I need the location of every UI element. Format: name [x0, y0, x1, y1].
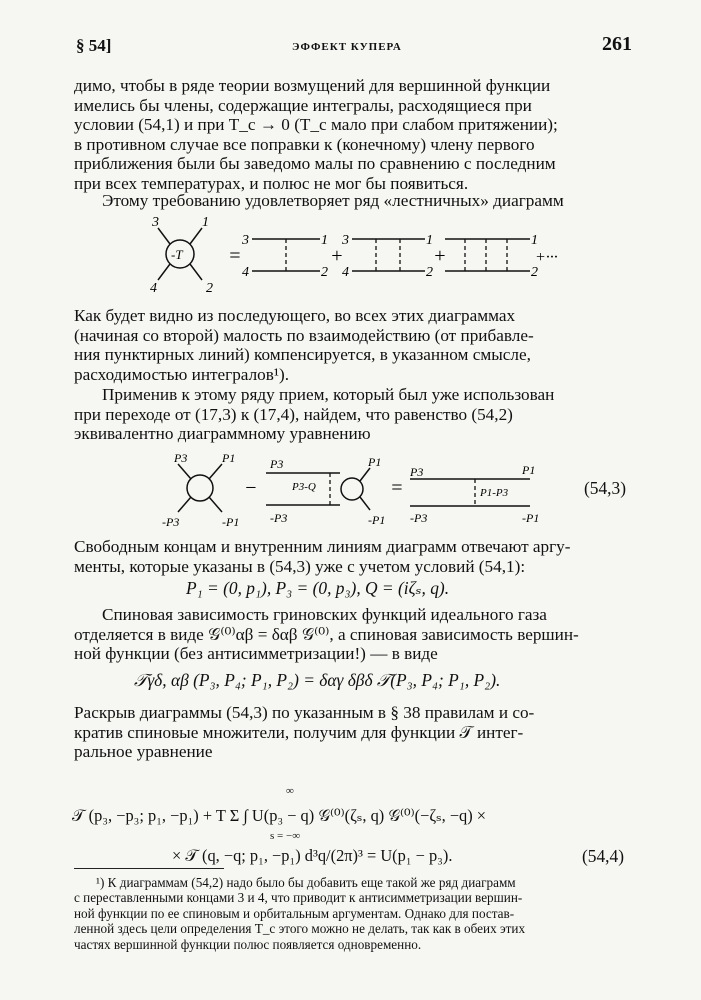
- ladder-diagrams: [140, 212, 570, 296]
- svg-text:3: 3: [242, 233, 249, 248]
- svg-text:4: 4: [242, 265, 249, 280]
- svg-text:P1: P1: [522, 463, 536, 477]
- svg-text:P3: P3: [270, 457, 284, 471]
- svg-text:1: 1: [202, 215, 209, 230]
- svg-text:-P3: -P3: [162, 515, 180, 529]
- sum-upper-limit: ∞: [286, 785, 294, 797]
- paragraph-arguments: [74, 537, 632, 576]
- svg-text:+: +: [330, 245, 344, 267]
- svg-text:P3-Q: P3-Q: [292, 481, 316, 493]
- paragraph-continuation: [74, 76, 632, 194]
- svg-text:1: 1: [531, 233, 538, 248]
- svg-text:P1: P1: [368, 455, 382, 469]
- svg-text:+: +: [433, 245, 447, 267]
- svg-text:=: =: [390, 477, 404, 499]
- svg-text:−: −: [244, 477, 258, 499]
- footnote-line: ной функции по ее спиновым и орбитальным аргументам. Однако для постав-: [74, 905, 515, 921]
- paragraph-applying: [74, 385, 632, 444]
- text-line: условии (54,1) и при T_c → 0 (T_c мало при слабом притяжении);: [74, 115, 558, 135]
- vertex-label: -T: [171, 247, 183, 262]
- svg-text:3: 3: [342, 233, 349, 248]
- formula-arguments: P₁ = (0, p₁), P₃ = (0, p₃), Q = (iζₛ, q).: [186, 578, 450, 598]
- footnote-line: с переставленными концами 3 и 4, что приводит к антисимметризации вершин-: [74, 890, 523, 906]
- svg-text:-P1: -P1: [522, 511, 540, 525]
- svg-text:=: =: [228, 245, 242, 267]
- text-line: в противном случае все поправки к (конечному) члену первого: [74, 134, 535, 154]
- text-line: димо, чтобы в ряде теории возмущений для вершинной функции: [74, 76, 551, 95]
- equation-number: (54,3): [584, 478, 627, 498]
- svg-text:-P1: -P1: [368, 513, 386, 527]
- footnote-line: ленной здесь цели определения T_c этого можно не делать, так как в обеих этих: [74, 921, 526, 937]
- paragraph-spin: [74, 605, 632, 664]
- text-line: Спиновая зависимость гриновских функций идеального газа: [102, 605, 547, 624]
- svg-text:-P3: -P3: [410, 511, 428, 525]
- svg-text:3: 3: [152, 215, 159, 230]
- text-line: приближения были бы заведомо малы по сравнению с последним: [74, 154, 556, 174]
- formula-spin-dependence: 𝒯γδ, αβ (P₃, P₄; P₁, P₂) = δαγ δβδ 𝒯(P₃, P₄; P₁, P₂).: [134, 670, 501, 690]
- paragraph-compensation: [74, 306, 632, 384]
- svg-text:1: 1: [426, 233, 433, 248]
- footnote-line: ¹) К диаграммам (54,2) надо было бы добавить еще такой же ряд диаграмм: [96, 875, 516, 890]
- svg-text:1: 1: [321, 233, 328, 248]
- text-line: кратив спиновые множители, получим для функции 𝒯 интег-: [74, 722, 524, 742]
- footnote: [74, 875, 632, 952]
- svg-text:4: 4: [342, 265, 349, 280]
- text-line: менты, которые указаны в (54,3) уже с учетом условий (54,1):: [74, 556, 526, 576]
- equation-number-54-4: (54,4): [582, 846, 625, 866]
- svg-text:2: 2: [531, 265, 538, 280]
- sum-lower-limit: s = −∞: [270, 830, 301, 842]
- text-line: Свободным концам и внутренним линиям диаграмм отвечают аргу-: [74, 537, 571, 556]
- text-line: ния пунктирных линий) компенсируется, в указанном смысле,: [74, 345, 531, 365]
- text-line: при переходе от (17,3) к (17,4), найдем, что равенство (54,2): [74, 404, 513, 424]
- svg-text:4: 4: [150, 281, 157, 296]
- text-line: Как будет видно из последующего, во всех этих диаграммах: [74, 306, 516, 325]
- diagram-equation-54-3: [160, 446, 560, 530]
- paragraph-integral-equation: [74, 703, 632, 762]
- page-number: 261: [602, 33, 632, 55]
- svg-text:-P1: -P1: [222, 515, 240, 529]
- text-line: эквивалентно диаграммному уравнению: [74, 424, 371, 444]
- text-line: ной функции (без антисимметризации!) — в виде: [74, 644, 438, 664]
- paragraph-ladder-intro: [74, 191, 632, 211]
- svg-text:P1-P3: P1-P3: [480, 487, 509, 499]
- text-line: расходимостью интегралов¹).: [74, 364, 290, 384]
- text-line: Раскрыв диаграммы (54,3) по указанным в § 38 правилам и со-: [74, 703, 535, 722]
- footnote-line: частях вершинной функции полюс появляется одновременно.: [74, 936, 422, 952]
- svg-text:2: 2: [206, 281, 213, 296]
- formula-integral-line1: 𝒯 (p₃, −p₃; p₁, −p₁) + T Σ ∫ U(p₃ − q) 𝒢⁽⁰⁾(ζₛ, q) 𝒢⁽⁰⁾(−ζₛ, −q) ×: [72, 806, 487, 825]
- text-line: имелись бы члены, содержащие интегралы, расходящиеся при: [74, 95, 532, 115]
- running-title: ЭФФЕКТ КУПЕРА: [292, 41, 402, 53]
- text-line: отделяется в виде 𝒢⁽⁰⁾αβ = δαβ 𝒢⁽⁰⁾, а спиновая зависимость вершин-: [74, 624, 579, 644]
- svg-text:+···: +···: [535, 249, 558, 266]
- text-line: (начиная со второй) малость по взаимодействию (от прибавле-: [74, 325, 534, 345]
- text-line: Применив к этому ряду прием, который был уже использован: [102, 385, 555, 404]
- svg-text:P3: P3: [174, 451, 188, 465]
- svg-text:P1: P1: [222, 451, 236, 465]
- svg-text:P3: P3: [410, 465, 424, 479]
- formula-integral-line2: × 𝒯 (q, −q; p₁, −p₁) d³q/(2π)³ = U(p₁ − p₃).: [172, 846, 453, 865]
- svg-text:2: 2: [426, 265, 433, 280]
- svg-text:-P3: -P3: [270, 511, 288, 525]
- footnote-rule: [74, 868, 224, 869]
- text-line: при всех температурах, и полюс не мог бы появиться.: [74, 173, 469, 193]
- section-number: § 54]: [76, 36, 112, 55]
- text-line: Этому требованию удовлетворяет ряд «лестничных» диаграмм: [102, 191, 564, 210]
- svg-text:2: 2: [321, 265, 328, 280]
- text-line: ральное уравнение: [74, 742, 213, 762]
